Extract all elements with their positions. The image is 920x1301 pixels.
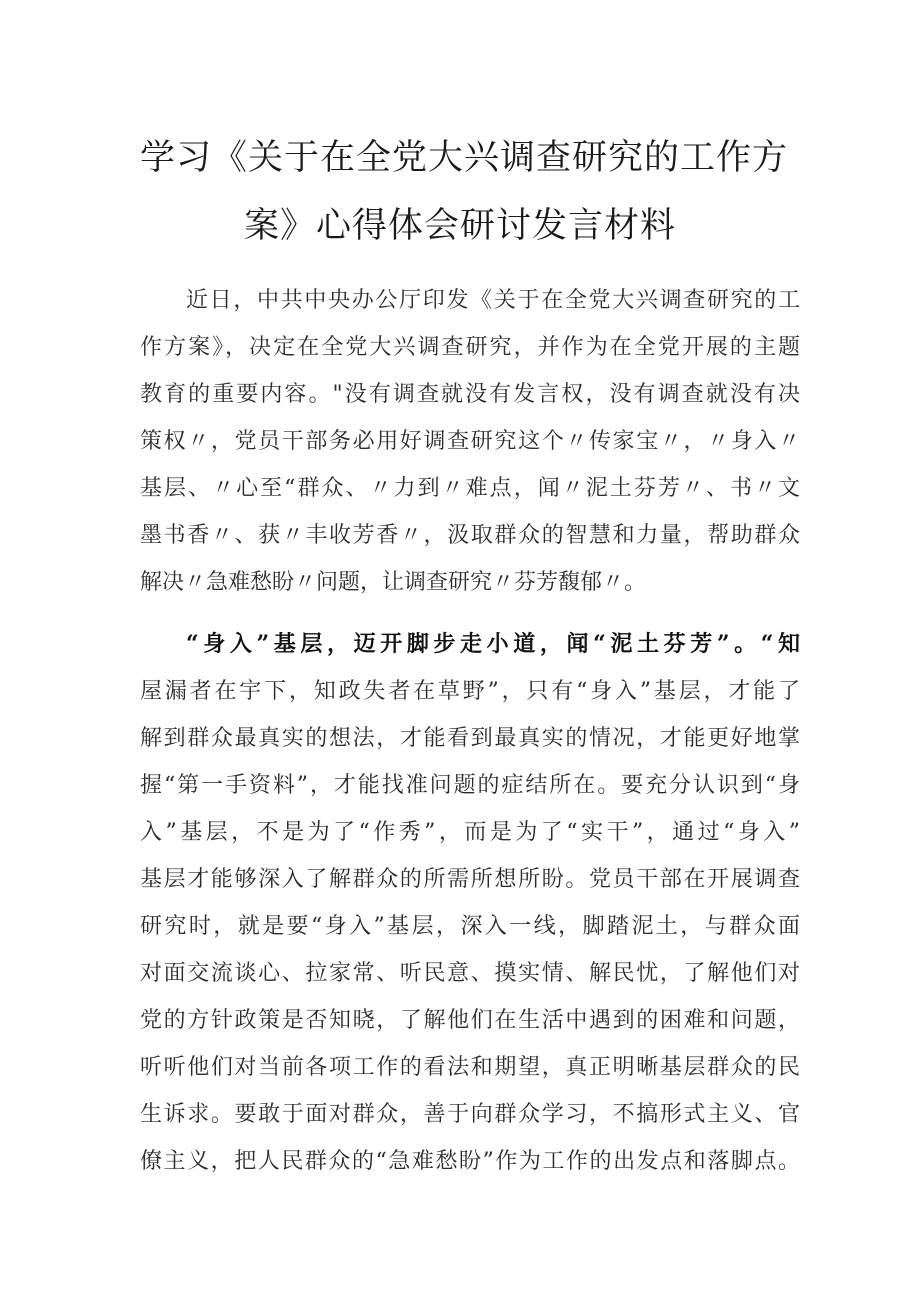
document-title-line-2: 案》心得体会研讨发言材料 [243, 206, 676, 246]
paragraph-line: 入”基层，不是为了“作秀”，而是为了“实干”，通过“身入” [140, 820, 800, 845]
paragraph-line: 握“第一手资料”，才能找准问题的症结所在。要充分认识到“身 [140, 773, 800, 798]
paragraph-line: 屋漏者在宇下，知政失者在草野”，只有“身入”基层，才能了 [140, 679, 800, 704]
paragraph-line: 教育的重要内容。"没有调查就没有发言权，没有调查就没有决 [140, 382, 800, 407]
paragraph-line: 生诉求。要敢于面对群众，善于向群众学习，不搞形式主义、官 [140, 1102, 800, 1127]
section-heading-line [186, 626, 800, 663]
section-heading-tail: “知 [760, 631, 801, 657]
paragraph-line: 党的方针政策是否知晓，了解他们在生活中遇到的困难和问题， [140, 1008, 800, 1033]
section-heading: “身入”基层，迈开脚步走小道，闻“泥土芬芳”。 [186, 631, 761, 657]
paragraph-line: 近日，中共中央办公厅印发《关于在全党大兴调查研究的工 [186, 288, 800, 313]
paragraph-line: 研究时，就是要“身入”基层，深入一线，脚踏泥土，与群众面 [140, 914, 800, 939]
document-title-line-1: 学习《关于在全党大兴调查研究的工作方 [140, 138, 789, 178]
paragraph-line: 墨书香〃、获〃丰收芳香〃，汲取群众的智慧和力量，帮助群众 [140, 523, 800, 548]
paragraph-line: 基层、〃心至“群众、〃力到〃难点，闻〃泥土芬芳〃、书〃文 [140, 476, 800, 501]
paragraph-line: 对面交流谈心、拉家常、听民意、摸实情、解民忧，了解他们对 [140, 961, 800, 986]
paragraph-line: 策权〃，党员干部务必用好调查研究这个〃传家宝〃，〃身入〃 [140, 429, 800, 454]
paragraph-line: 基层才能够深入了解群众的所需所想所盼。党员干部在开展调查 [140, 867, 800, 892]
paragraph-line: 作方案》，决定在全党大兴调查研究，并作为在全党开展的主题 [140, 335, 800, 360]
paragraph-line: 解决〃急难愁盼〃问题，让调查研究〃芬芳馥郁〃。 [140, 570, 647, 595]
paragraph-line: 僚主义，把人民群众的“急难愁盼”作为工作的出发点和落脚点。 [140, 1149, 800, 1174]
paragraph-line: 听听他们对当前各项工作的看法和期望，真正明晰基层群众的民 [140, 1055, 800, 1080]
paragraph-line: 解到群众最真实的想法，才能看到最真实的情况，才能更好地掌 [140, 726, 800, 751]
